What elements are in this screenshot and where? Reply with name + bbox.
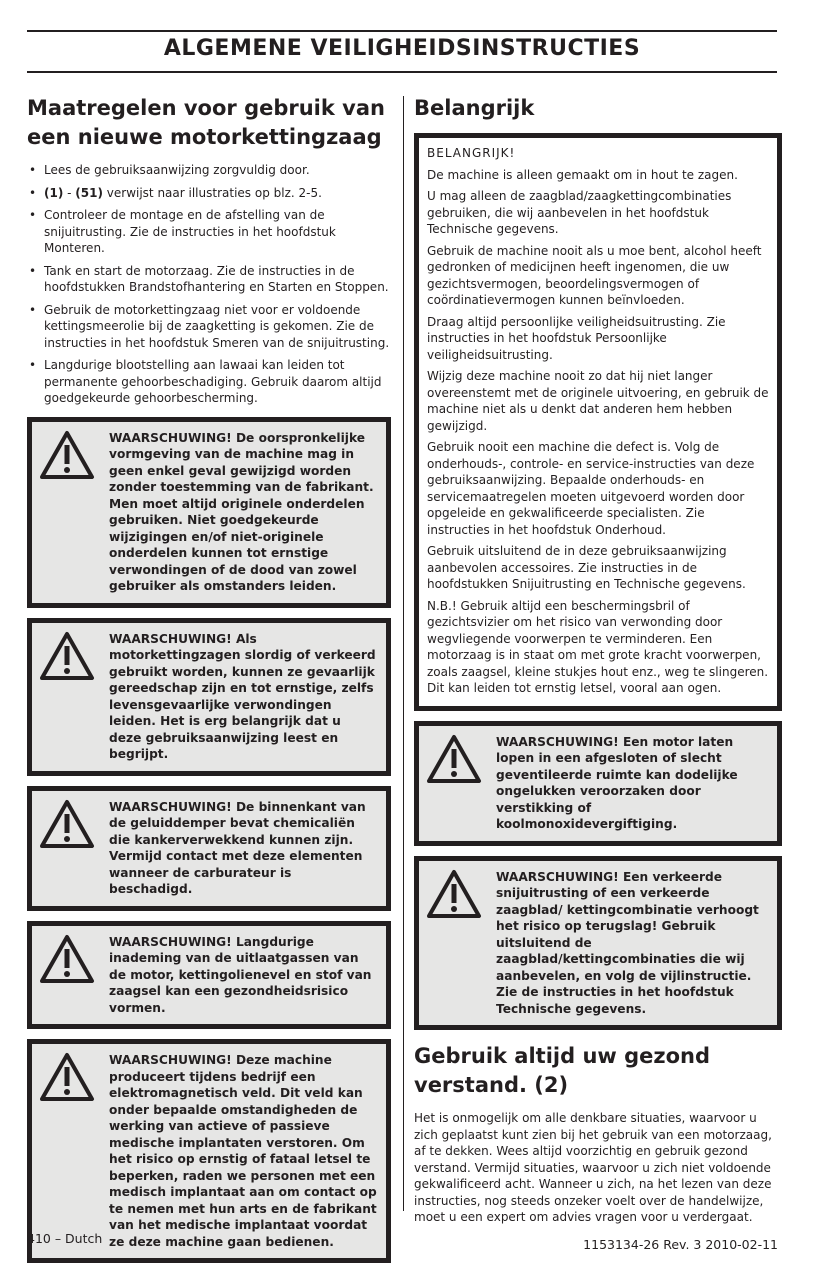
warning-box-electromagnetic-field	[27, 1039, 391, 1263]
header-rule-bottom	[27, 71, 777, 73]
list-item-text: Gebruik de motorkettingzaag niet voor er voldoende kettingsmeerolie bij de zaagketting is gekomen. Zie de instructies in het hoofdstuk Smeren van de snijuitrusting.	[44, 302, 390, 350]
section-heading-new-chainsaw: Maatregelen voor gebruik van een nieuwe motorkettingzaag	[27, 96, 385, 149]
bullet-mark: •	[29, 163, 37, 177]
warning-text: WAARSCHUWING! Een verkeerde snijuitrusting of een verkeerde zaagblad/ kettingcombinatie verhoogt het risico op terugslag! Gebruik uitsluitend de zaagblad/kettingcombinaties die wij aanbevelen, en volg de vijlinstructie. Zie de instructies in het hoofdstuk Technische gegevens.	[496, 869, 759, 1016]
list-item	[27, 302, 391, 352]
bullet-mark: •	[29, 208, 37, 222]
important-paragraph: N.B.! Gebruik altijd een beschermingsbril of gezichtsvizier om het risico van verwonding door wegvliegende voorwerpen te verminderen. Een motorzaag is in staat om met grote kracht voorwerpen, zoals zaagsel, kleine stukjes hout enz., weg te slingeren. Dit kan leiden tot ernstig letsel, vooral aan ogen.	[427, 598, 769, 695]
warning-box-enclosed-space	[414, 721, 782, 846]
warning-triangle-icon	[426, 869, 482, 919]
warning-triangle-icon	[39, 631, 95, 681]
warning-box-careless-use	[27, 618, 391, 776]
section-heading-common-sense: Gebruik altijd uw gezond verstand. (2)	[414, 1044, 711, 1097]
warning-text: WAARSCHUWING! Langdurige inademing van de uitlaatgassen van de motor, kettingolienevel en stof van zaagsel kan een gezondheidsrisico vormen.	[109, 934, 372, 1015]
list-item	[27, 357, 391, 407]
right-column	[414, 94, 782, 1226]
bullet-mark: •	[29, 302, 37, 317]
important-box-title: BELANGRIJK!	[427, 146, 516, 160]
warning-triangle-icon	[39, 799, 95, 849]
common-sense-paragraph: Het is onmogelijk om alle denkbare situaties, waarvoor u zich geplaatst kunt zien bij het gebruik van een motorzaag, af te dekken. Wees altijd voorzichtig en gebruik gezond verstand. Vermijd situaties, waarvoor u zich niet voldoende gekwalificeerd acht. Wanneer u zich, na het lezen van deze instructies, nog steeds onzeker voelt over de handelwijze, moet u een expert om advies vragen voor u verdergaat.	[414, 1111, 772, 1224]
illustration-ref-separator: -	[63, 185, 76, 200]
list-item-text: verwijst naar illustraties op blz. 2-5.	[102, 185, 322, 200]
section-heading-important: Belangrijk	[414, 96, 535, 120]
list-item-text: Tank en start de motorzaag. Zie de instructies in de hoofdstukken Brandstofhantering en Starten en Stoppen.	[44, 263, 389, 294]
page-number: 410 – Dutch	[27, 1231, 103, 1246]
warning-text: WAARSCHUWING! Deze machine produceert tijdens bedrijf een elektromagnetisch veld. Dit veld kan onder bepaalde omstandigheden de werking van actieve of passieve medische implantaten verstoren. Om het risico op ernstig of fataal letsel te beperken, raden we personen met een medisch implantaat aan om contact op te nemen met hun arts en de fabrikant van het medische implantaat voordat ze deze machine gaan bedienen.	[109, 1053, 377, 1249]
left-column	[27, 94, 391, 1263]
important-paragraph: Wijzig deze machine nooit zo dat hij niet langer overeenstemt met de originele uitvoering, en gebruik de machine niet als u denkt dat anderen hem hebben gewijzigd.	[427, 369, 769, 433]
warning-triangle-icon	[39, 934, 95, 984]
bullet-mark: •	[29, 185, 37, 200]
list-item-text: Lees de gebruiksaanwijzing zorgvuldig door.	[44, 163, 310, 177]
warning-text: WAARSCHUWING! Een motor laten lopen in een afgesloten of slecht geventileerde ruimte kan dodelijke ongelukken veroorzaken door verstikking of koolmonoxidevergiftiging.	[496, 734, 738, 831]
warning-box-exhaust-inhalation	[27, 921, 391, 1030]
warning-triangle-icon	[426, 734, 482, 784]
warning-text: WAARSCHUWING! De oorspronkelijke vormgeving van de machine mag in geen enkel geval gewijzigd worden zonder toestemming van de fabrikant. Men moet altijd originele onderdelen gebruiken. Niet goedgekeurde wijzigingen en/of niet-originele onderdelen kunnen tot ernstige verwondingen of de dood van zowel gebruiker als omstanders leiden.	[109, 430, 374, 593]
list-item	[27, 162, 391, 179]
bullet-mark: •	[29, 358, 37, 372]
warning-text: WAARSCHUWING! De binnenkant van de geluiddemper bevat chemicaliën die kankerverwekkend kunnen zijn. Vermijd contact met deze elementen wanneer de carburateur is beschadigd.	[109, 799, 366, 896]
list-item-text: Langdurige blootstelling aan lawaai kan leiden tot permanente gehoorbeschadiging. Gebruik daarom altijd goedgekeurde gehoorbescherming.	[44, 358, 382, 405]
warning-triangle-icon	[39, 430, 95, 480]
list-item	[27, 185, 391, 202]
page-header-title: ALGEMENE VEILIGHEIDSINSTRUCTIES	[163, 36, 641, 61]
list-item-text: Controleer de montage en de afstelling van de snijuitrusting. Zie de instructies in het hoofdstuk Monteren.	[44, 208, 336, 255]
list-item	[27, 263, 391, 296]
header-rule-top	[27, 30, 777, 32]
document-reference: 1153134-26 Rev. 3 2010-02-11	[583, 1237, 778, 1252]
important-paragraph: De machine is alleen gemaakt om in hout te zagen.	[427, 167, 738, 182]
illustration-ref-end: (51)	[75, 185, 103, 200]
important-paragraph: Draag altijd persoonlijke veiligheidsuitrusting. Zie instructies in het hoofdstuk Persoonlijke veiligheidsuitrusting.	[427, 314, 726, 362]
preparation-bullet-list	[27, 162, 391, 407]
important-paragraph: Gebruik de machine nooit als u moe bent, alcohol heeft gedronken of medicijnen heeft ingenomen, die uw gezichtsvermogen, beoordelingsvermogen of coördinatievermogen kunnen beïnvloeden.	[427, 243, 762, 307]
column-divider	[403, 96, 404, 1211]
warning-text: WAARSCHUWING! Als motorkettingzagen slordig of verkeerd gebruikt worden, kunnen ze gevaarlijk gereedschap zijn en tot ernstige, zelfs levensgevaarlijke verwondingen leiden. Het is erg belangrijk dat u deze gebruiksaanwijzing leest en begrijpt.	[109, 631, 376, 761]
warning-box-original-design	[27, 417, 391, 608]
warning-box-wrong-cutting-equipment	[414, 856, 782, 1031]
list-item	[27, 207, 391, 257]
illustration-ref-start: (1)	[44, 185, 64, 200]
important-paragraph: Gebruik nooit een machine die defect is. Volg de onderhouds-, controle- en service-instructies van deze gebruiksaanwijzing. Bepaalde onderhouds- en servicemaatregelen moeten uitgevoerd worden door opgeleide en gekwalificeerde specialisten. Zie instructies in het hoofdstuk Onderhoud.	[427, 440, 755, 537]
warning-triangle-icon	[39, 1052, 95, 1102]
bullet-mark: •	[29, 263, 37, 278]
important-paragraph: Gebruik uitsluitend de in deze gebruiksaanwijzing aanbevolen accessoires. Zie instructies in de hoofdstukken Snijuitrusting en Technische gegevens.	[427, 544, 746, 591]
important-paragraph: U mag alleen de zaagblad/zaagkettingcombinaties gebruiken, die wij aanbevelen in het hoofdstuk Technische gegevens.	[427, 189, 732, 236]
warning-box-muffler-chemicals	[27, 786, 391, 911]
important-box	[414, 133, 782, 711]
